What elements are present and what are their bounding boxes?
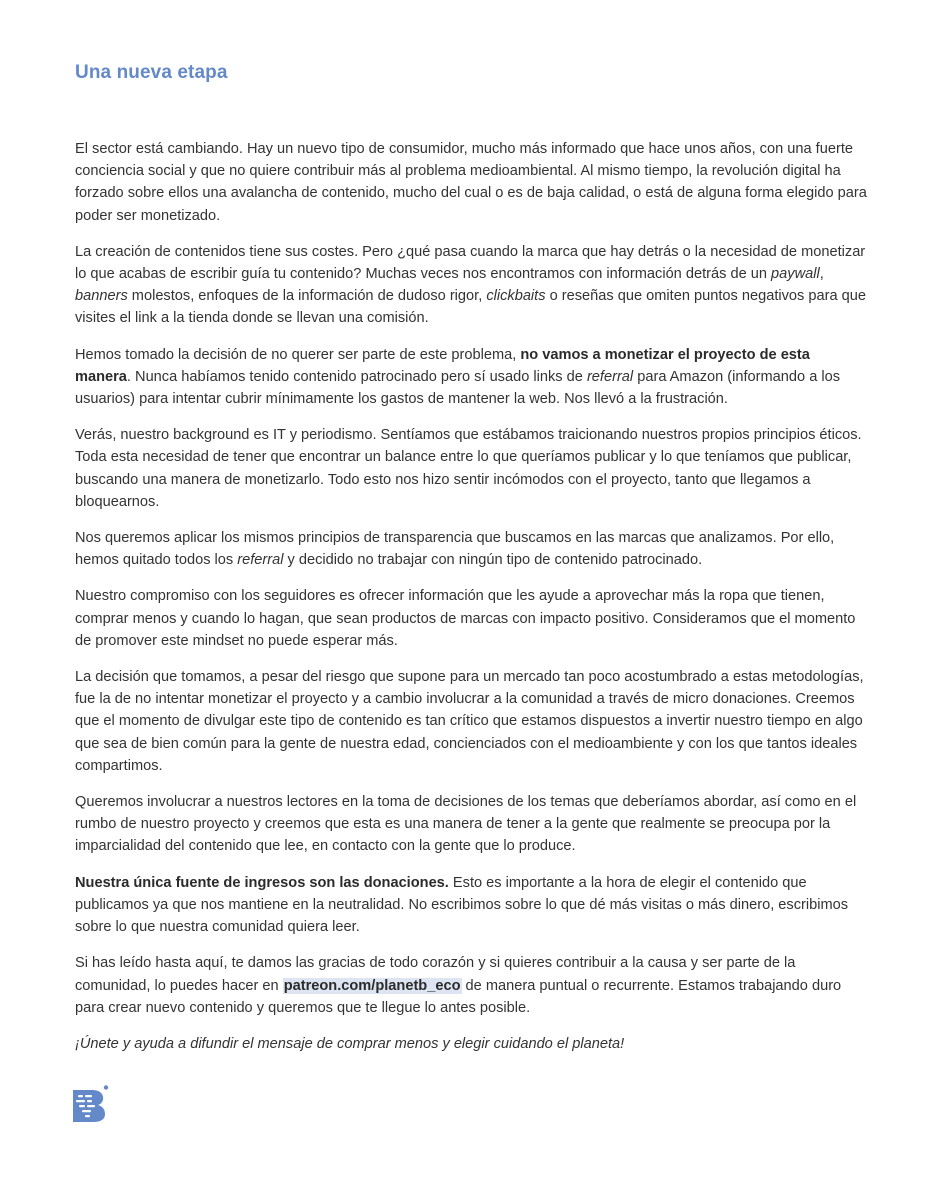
article-body: [75, 138, 868, 1069]
text-span: y decidido no trabajar con ningún tipo de contenido patrocinado.: [283, 552, 703, 569]
text-span: o reseñas que omiten puntos negativos para que visites el link a la tienda donde se llevan una comisión.: [75, 288, 867, 327]
paragraph-11: [75, 1033, 868, 1055]
paragraph-9: [75, 872, 868, 939]
text-span: Si has leído hasta aquí, te damos las gracias de todo corazón y si quieres contribuir a la causa y ser parte de la comunidad, lo puedes hacer en: [75, 955, 796, 994]
italic-term: referral: [237, 552, 284, 569]
italic-term: referral: [586, 368, 634, 385]
text-span: . Nunca habíamos tenido contenido patrocinado pero sí usado links de: [126, 368, 587, 385]
paragraph-5: [75, 527, 868, 571]
italic-term: paywall: [771, 266, 820, 283]
italic-term: clickbaits: [486, 288, 546, 305]
patreon-link[interactable]: patreon.com/planetb_eco: [283, 977, 461, 994]
paragraph-2: [75, 241, 868, 330]
page-title: Una nueva etapa: [75, 62, 228, 83]
text-span: La creación de contenidos tiene sus costes. Pero ¿qué pasa cuando la marca que hay detrás o la necesidad de monetizar lo que acabas de escribir guía tu contenido? Muchas veces nos encontramos con información detrás de un: [75, 243, 866, 283]
text-span: para Amazon (informando a los usuarios) para intentar cubrir mínimamente los gastos de mantener la web. Nos llevó a la frustración.: [75, 368, 841, 408]
text-span: molestos, enfoques de la información de dudoso rigor,: [127, 288, 487, 305]
text-span: ,: [819, 266, 824, 283]
paragraph-10: [75, 952, 868, 1019]
paragraph-8: Queremos involucrar a nuestros lectores en la toma de decisiones de los temas que deberíamos abordar, así como en el rumbo de nuestro proyecto y creemos que esta es una manera de tener a la gente que realmente se preocupa por la imparcialidad del contenido que lee, en contacto con la gente que lo produce.: [75, 794, 857, 855]
bold-statement: Nuestra única fuente de ingresos son las donaciones.: [75, 874, 449, 891]
planetb-logo-icon: [70, 1084, 110, 1124]
text-span: Esto es importante a la hora de elegir el contenido que publicamos ya que nos mantiene en la neutralidad. No escribimos sobre lo que dé más visitas o más dinero, escribimos sobre lo que nuestra comunidad quiera leer.: [75, 874, 849, 936]
italic-term: banners: [75, 288, 128, 305]
paragraph-4: Verás, nuestro background es IT y periodismo. Sentíamos que estábamos traicionando nuestros propios principios éticos. Toda esta necesidad de tener que encontrar un balance entre lo que queríamos publicar y lo que teníamos que publicar, buscando una manera de monetizarlo. Todo esto nos hizo sentir incómodos con el proyecto, tanto que llegamos a bloquearnos.: [75, 427, 862, 510]
closing-call-to-action: ¡Únete y ayuda a difundir el mensaje de comprar menos y elegir cuidando el planeta!: [75, 1035, 625, 1052]
text-span: de manera puntual o recurrente. Estamos trabajando duro para crear nuevo contenido y queremos que te llegue lo antes posible.: [75, 977, 842, 1016]
paragraph-6: Nuestro compromiso con los seguidores es ofrecer información que les ayude a aprovechar más la ropa que tienen, comprar menos y cuando lo hagan, que sean productos de marcas con impacto positivo. Consideramos que el momento de promover este mindset no puede esperar más.: [75, 588, 856, 649]
paragraph-7: La decisión que tomamos, a pesar del riesgo que supone para un mercado tan poco acostumbrado a estas metodologías, fue la de no intentar monetizar el proyecto y a cambio involucrar a la comunidad a través de micro donaciones. Creemos que el momento de divulgar este tipo de contenido es tan crítico que estamos dispuestos a invertir nuestro tiempo en algo que sea de bien común para la gente de nuestra edad, concienciados con el medioambiente y con los que tantos ideales compartimos.: [75, 669, 864, 774]
text-span: Nos queremos aplicar los mismos principios de transparencia que buscamos en las marcas que analizamos. Por ello, hemos quitado todos los: [75, 530, 835, 569]
text-span: Hemos tomado la decisión de no querer ser parte de este problema,: [75, 346, 521, 363]
paragraph-3: [75, 344, 868, 411]
bold-statement: no vamos a monetizar el proyecto de esta manera: [75, 346, 810, 385]
paragraph-1: El sector está cambiando. Hay un nuevo tipo de consumidor, mucho más informado que hace unos años, con una fuerte conciencia social y que no quiere contribuir más al problema medioambiental. Al mismo tiempo, la revolución digital ha forzado sobre ellos una avalancha de contenido, mucho del cual o es de baja calidad, o está de alguna forma elegido para poder ser monetizado.: [75, 141, 867, 224]
